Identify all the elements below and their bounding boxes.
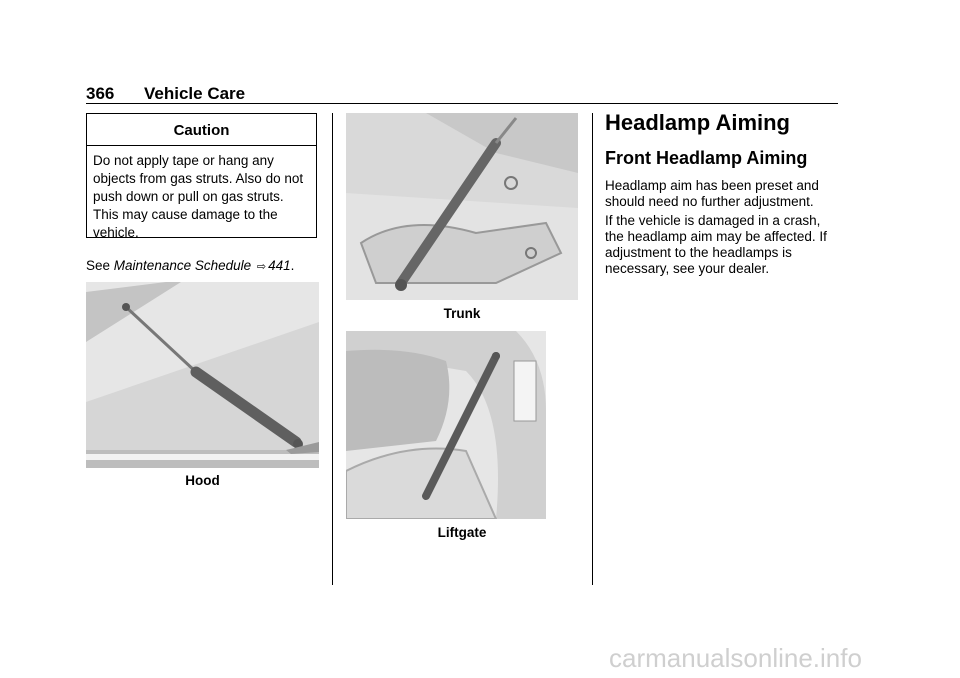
paragraph-crash: If the vehicle is damaged in a crash, the headlamp aim may be affected. If adjustment to the headlamps is necessary, see your dealer. — [605, 213, 827, 276]
hood-caption: Hood — [185, 473, 220, 488]
column-divider-1 — [332, 113, 333, 585]
caution-title: Caution — [173, 122, 230, 139]
trunk-caption: Trunk — [443, 306, 481, 321]
liftgate-illustration — [346, 331, 546, 519]
watermark: carmanualsonline.info — [609, 643, 862, 673]
page-header — [86, 84, 245, 104]
see-suffix: . — [290, 258, 295, 273]
see-reference — [86, 258, 294, 273]
section-title: Headlamp Aiming — [605, 110, 790, 135]
page-ref-arrow-icon: ⇨ — [256, 261, 267, 273]
column-divider-2 — [592, 113, 593, 585]
caution-body: Do not apply tape or hang any objects from gas struts. Also do not push down or pull on gas struts. This may cause damage to the vehicle. — [93, 153, 304, 240]
page-ref-number[interactable]: 441 — [268, 258, 291, 273]
trunk-strut-icon — [346, 113, 578, 300]
section-subtitle: Front Headlamp Aiming — [605, 148, 808, 168]
page-number: 366 — [86, 84, 115, 103]
section-name: Vehicle Care — [144, 84, 246, 103]
liftgate-caption: Liftgate — [437, 525, 487, 540]
hood-illustration — [86, 282, 319, 468]
hood-strut-icon — [86, 282, 319, 468]
header-rule — [86, 103, 838, 104]
maintenance-schedule-link[interactable]: Maintenance Schedule — [113, 258, 252, 273]
caution-box — [86, 113, 317, 238]
see-prefix: See — [86, 258, 111, 273]
paragraph-preset: Headlamp aim has been preset and should need no further adjustment. — [605, 178, 819, 209]
liftgate-strut-icon — [346, 331, 546, 519]
trunk-illustration — [346, 113, 578, 300]
